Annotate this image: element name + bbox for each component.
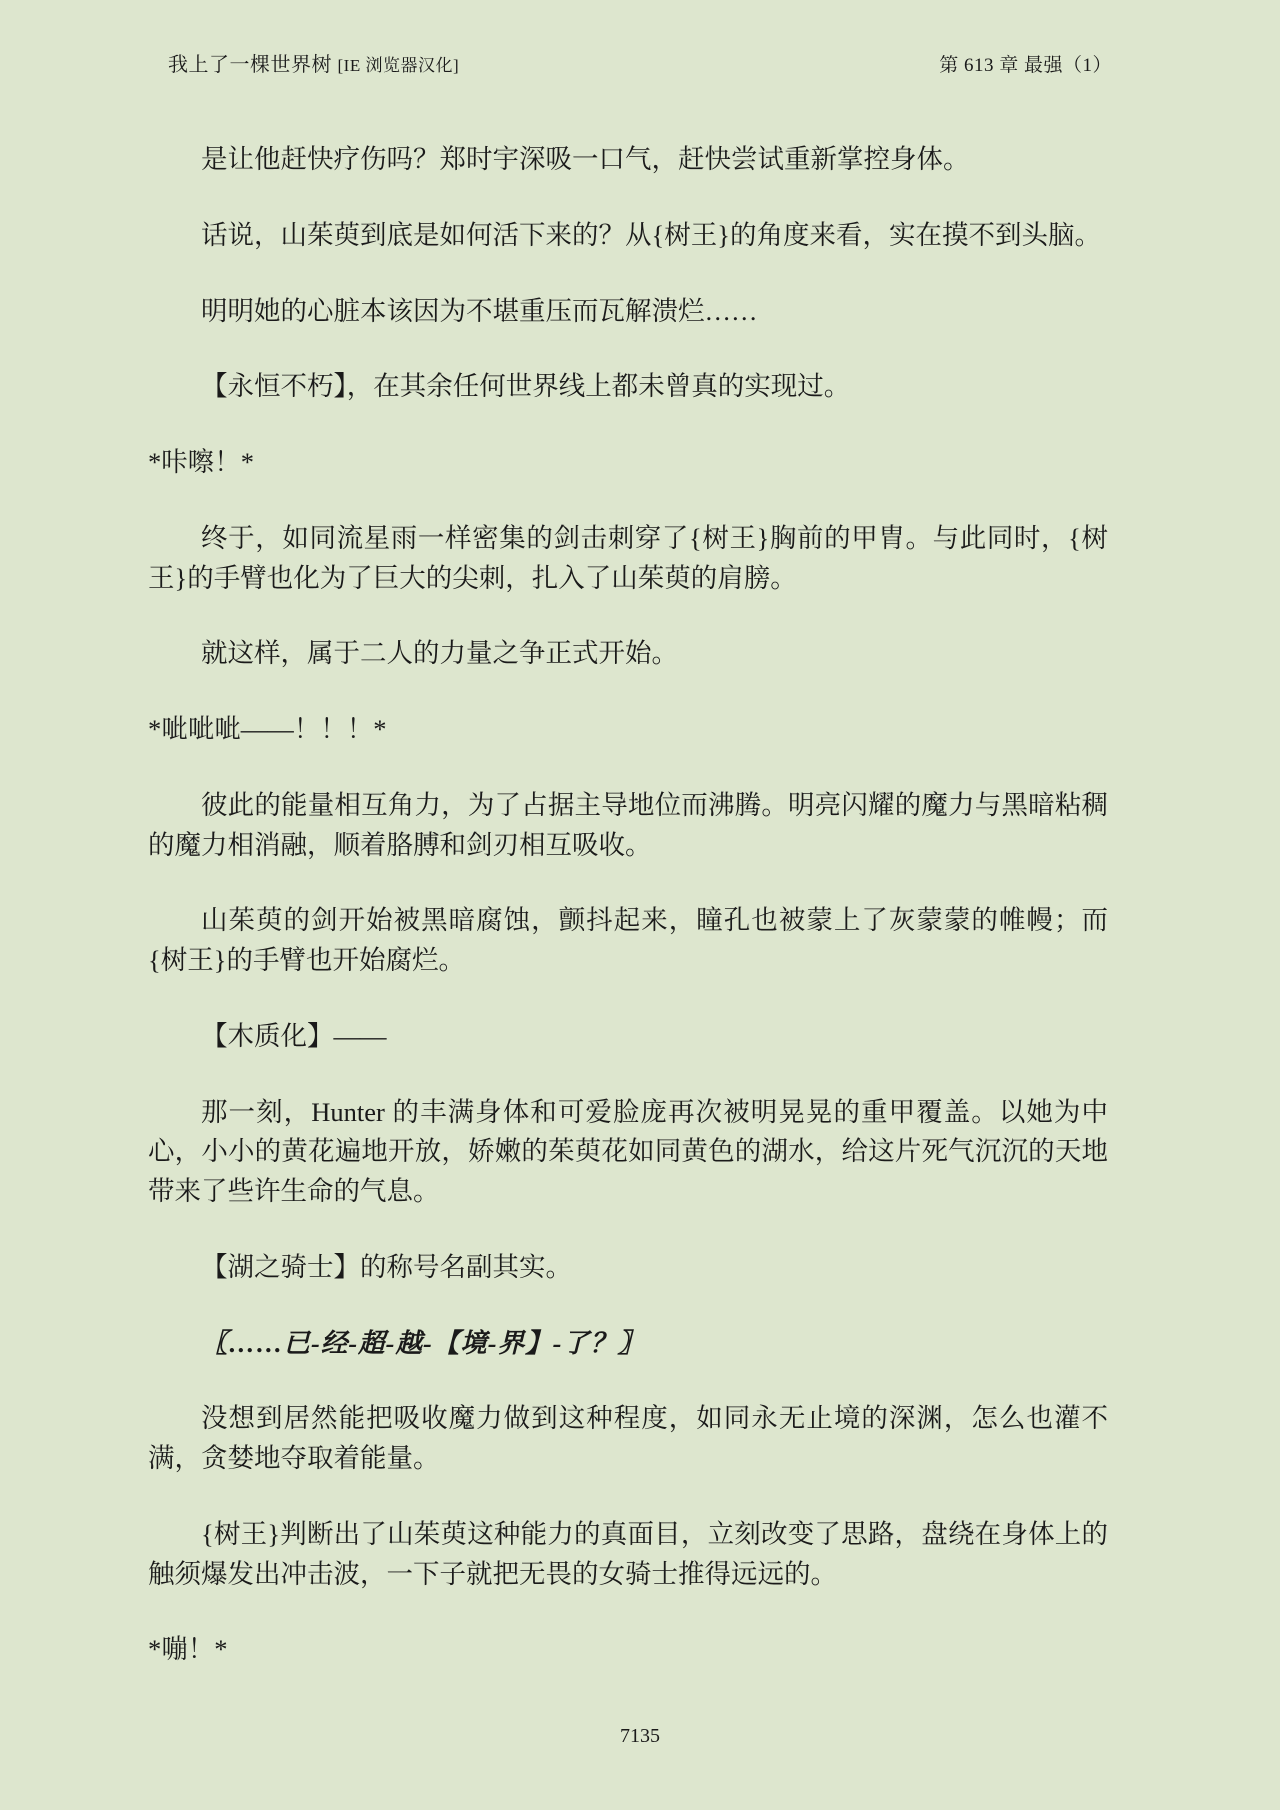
- paragraph: 【湖之骑士】的称号名副其实。: [201, 1251, 572, 1282]
- book-title-text: 我上了一棵世界树: [168, 54, 332, 76]
- paragraph: 就这样，属于二人的力量之争正式开始。: [201, 638, 678, 669]
- header-book-title: [168, 48, 459, 77]
- page-footer: [0, 1725, 1280, 1748]
- page-header: [168, 48, 1112, 77]
- paragraph: 话说，山茱萸到底是如何活下来的？从{树王}的角度来看，实在摸不到头脑。: [201, 219, 1101, 250]
- paragraph-skill-name: 【木质化】——: [201, 1020, 387, 1051]
- page-body: [148, 140, 1108, 1706]
- paragraph-sound-effect: *嘣！*: [148, 1634, 228, 1665]
- paragraph: 那一刻，Hunter 的丰满身体和可爱脸庞再次被明晃晃的重甲覆盖。以她为中心，小小的黄花遍地开放，娇嫩的茱萸花如同黄色的湖水，给这片死气沉沉的天地带来了些许生命的气息。: [148, 1096, 1108, 1206]
- paragraph: 【永恒不朽】，在其余任何世界线上都未曾真的实现过。: [201, 371, 851, 402]
- paragraph: 山茱萸的剑开始被黑暗腐蚀，颤抖起来，瞳孔也被蒙上了灰蒙蒙的帷幔；而{树王}的手臂也开始腐烂。: [148, 905, 1108, 975]
- source-tag-text: [IE 浏览器汉化]: [337, 56, 460, 75]
- paragraph: 彼此的能量相互角力，为了占据主导地位而沸腾。明亮闪耀的魔力与黑暗粘稠的魔力相消融，顺着胳膊和剑刃相互吸收。: [148, 789, 1108, 860]
- paragraph-system-message: 〖……已-经-超-越-【境-界】-了？〗: [201, 1327, 645, 1358]
- header-chapter-title: 第 613 章 最强（1）: [939, 55, 1112, 76]
- paragraph-sound-effect: *咔嚓！*: [148, 447, 254, 477]
- paragraph: 没想到居然能把吸收魔力做到这种程度，如同永无止境的深渊，怎么也灌不满，贪婪地夺取着能量。: [148, 1403, 1108, 1473]
- paragraph: 是让他赶快疗伤吗？郑时宇深吸一口气，赶快尝试重新掌控身体。: [201, 144, 970, 174]
- paragraph: 明明她的心脏本该因为不堪重压而瓦解溃烂……: [201, 295, 758, 326]
- paragraph: {树王}判断出了山茱萸这种能力的真面目，立刻改变了思路，盘绕在身体上的触须爆发出冲击波，一下子就把无畏的女骑士推得远远的。: [148, 1518, 1108, 1589]
- paragraph: 终于，如同流星雨一样密集的剑击刺穿了{树王}胸前的甲胄。与此同时，{树王}的手臂也化为了巨大的尖刺，扎入了山茱萸的肩膀。: [148, 522, 1108, 593]
- paragraph-sound-effect: *呲呲呲——！！！*: [148, 714, 387, 744]
- page-number: 7135: [620, 1725, 660, 1747]
